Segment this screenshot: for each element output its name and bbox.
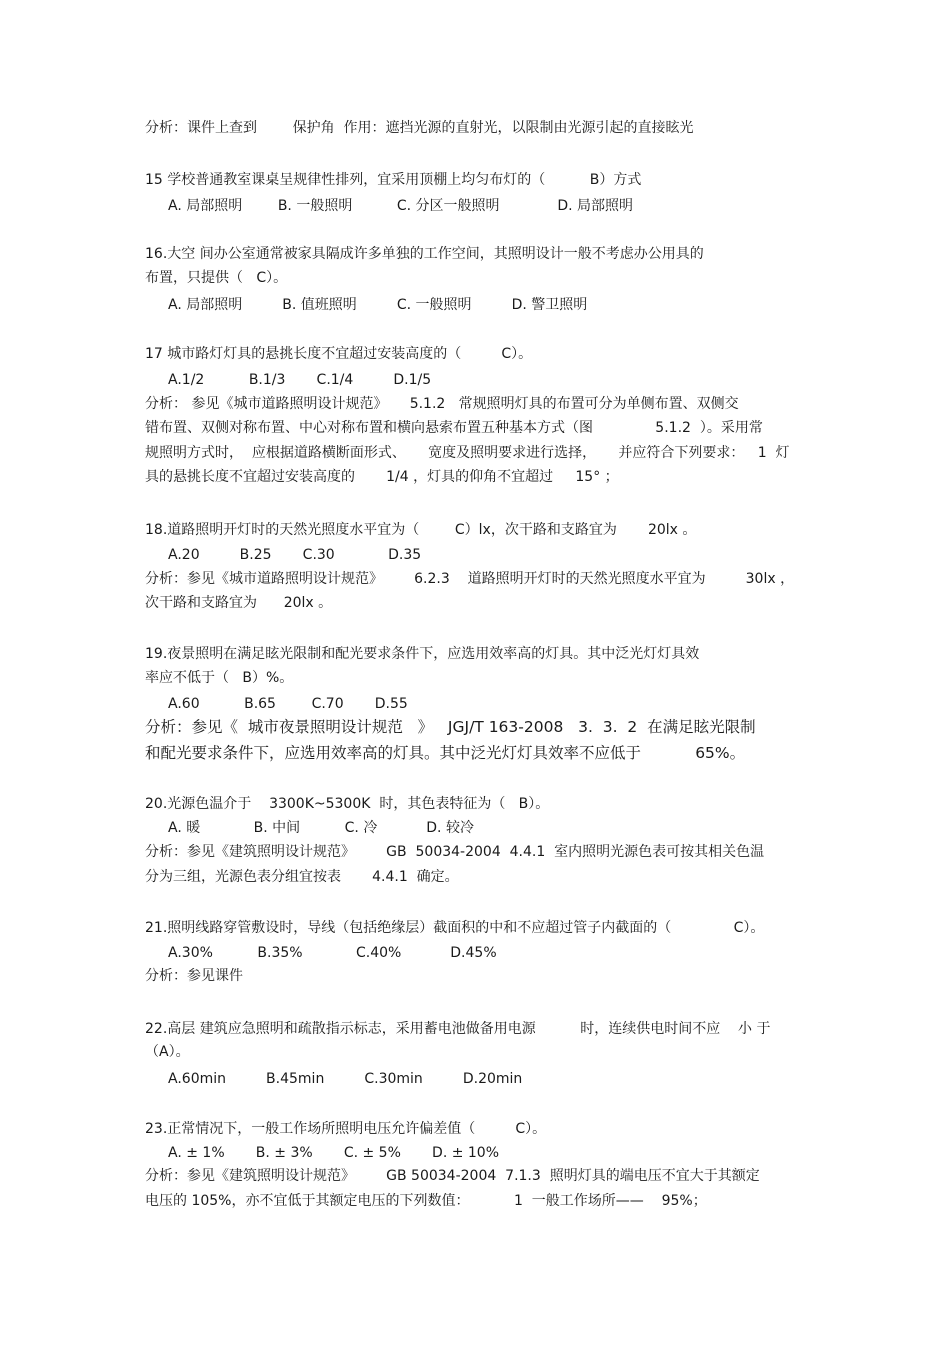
question-23-stem: 23.正常情况下，一般工作场所照明电压允许偏差值（ C）。	[145, 1121, 547, 1137]
question-21-analysis: 分析：参见课件	[145, 968, 243, 984]
question-18-options: A.20 B.25 C.30 D.35	[168, 547, 422, 563]
question-23-analysis: 分析：参见《建筑照明设计规范》 GB 50034-2004 7.1.3 照明灯具的端电压不宜大于其额定	[145, 1168, 760, 1184]
question-17-analysis-cont: 错布置、双侧对称布置、中心对称布置和横向悬索布置五种基本方式（图 5.1.2 ）。采用常	[145, 420, 763, 436]
question-16-stem: 16.大空 间办公室通常被家具隔成许多单独的工作空间，其照明设计一般不考虑办公用具的	[145, 246, 704, 262]
question-22-stem-cont: （A）。	[145, 1044, 190, 1060]
question-21-options: A.30% B.35% C.40% D.45%	[168, 945, 497, 961]
question-15-stem: 15 学校普通教室课桌呈规律性排列，宜采用顶棚上均匀布灯的（ B）方式	[145, 172, 642, 188]
question-20-analysis: 分析：参见《建筑照明设计规范》 GB 50034-2004 4.4.1 室内照明光源色表可按其相关色温	[145, 844, 765, 860]
analysis-line: 分析：课件上查到 保护角 作用：遮挡光源的直射光，以限制由光源引起的直接眩光	[145, 120, 694, 136]
question-19-analysis-cont: 和配光要求条件下，应选用效率高的灯具。其中泛光灯灯具效率不应低于 65%。	[145, 744, 746, 762]
question-19-options: A.60 B.65 C.70 D.55	[168, 696, 408, 712]
question-23-analysis-cont: 电压的 105%，亦不宜低于其额定电压的下列数值： 1 一般工作场所—— 95%；	[145, 1193, 707, 1209]
question-19-stem-cont: 率应不低于（ B）%。	[145, 670, 294, 686]
question-18-stem: 18.道路照明开灯时的天然光照度水平宜为（ C）lx，次干路和支路宜为 20lx 。	[145, 522, 697, 538]
question-18-analysis-cont: 次干路和支路宜为 20lx 。	[145, 595, 333, 611]
question-20-analysis-cont: 分为三组，光源色表分组宜按表 4.4.1 确定。	[145, 869, 459, 885]
question-21-stem: 21.照明线路穿管敷设时，导线（包括绝缘层）截面积的中和不应超过管子内截面的（ C）。	[145, 920, 765, 936]
question-19-analysis: 分析：参见《 城市夜景照明设计规范 》 JGJ/T 163-2008 3. 3. 2 在满足眩光限制	[145, 718, 756, 736]
question-15-options: A. 局部照明 B. 一般照明 C. 分区一般照明 D. 局部照明	[168, 198, 634, 214]
question-16-options: A. 局部照明 B. 值班照明 C. 一般照明 D. 警卫照明	[168, 297, 588, 313]
question-19-stem: 19.夜景照明在满足眩光限制和配光要求条件下，应选用效率高的灯具。其中泛光灯灯具效	[145, 646, 700, 662]
question-20-options: A. 暖 B. 中间 C. 冷 D. 较冷	[168, 820, 474, 836]
question-22-stem: 22.高层 建筑应急照明和疏散指示标志，采用蓄电池做备用电源 时，连续供电时间不应 小 于	[145, 1021, 771, 1037]
question-17-analysis-cont: 规照明方式时， 应根据道路横断面形式、 宽度及照明要求进行选择， 并应符合下列要求： 1 灯	[145, 445, 790, 461]
question-17-analysis-cont: 具的悬挑长度不宜超过安装高度的 1/4 ，灯具的仰角不宜超过 15° ；	[145, 469, 619, 485]
question-20-stem: 20.光源色温介于 3300K~5300K 时，其色表特征为（ B）。	[145, 796, 550, 812]
question-23-options: A. ± 1% B. ± 3% C. ± 5% D. ± 10%	[168, 1145, 500, 1161]
question-17-stem: 17 城市路灯灯具的悬挑长度不宜超过安装高度的（ C）。	[145, 346, 533, 362]
question-22-options: A.60min B.45min C.30min D.20min	[168, 1071, 523, 1087]
question-17-options: A.1/2 B.1/3 C.1/4 D.1/5	[168, 372, 432, 388]
question-16-stem-cont: 布置，只提供（ C）。	[145, 270, 288, 286]
question-17-analysis: 分析： 参见《城市道路照明设计规范》 5.1.2 常规照明灯具的布置可分为单侧布置、双侧交	[145, 396, 739, 412]
question-18-analysis: 分析：参见《城市道路照明设计规范》 6.2.3 道路照明开灯时的天然光照度水平宜为 30lx ，	[145, 571, 795, 587]
